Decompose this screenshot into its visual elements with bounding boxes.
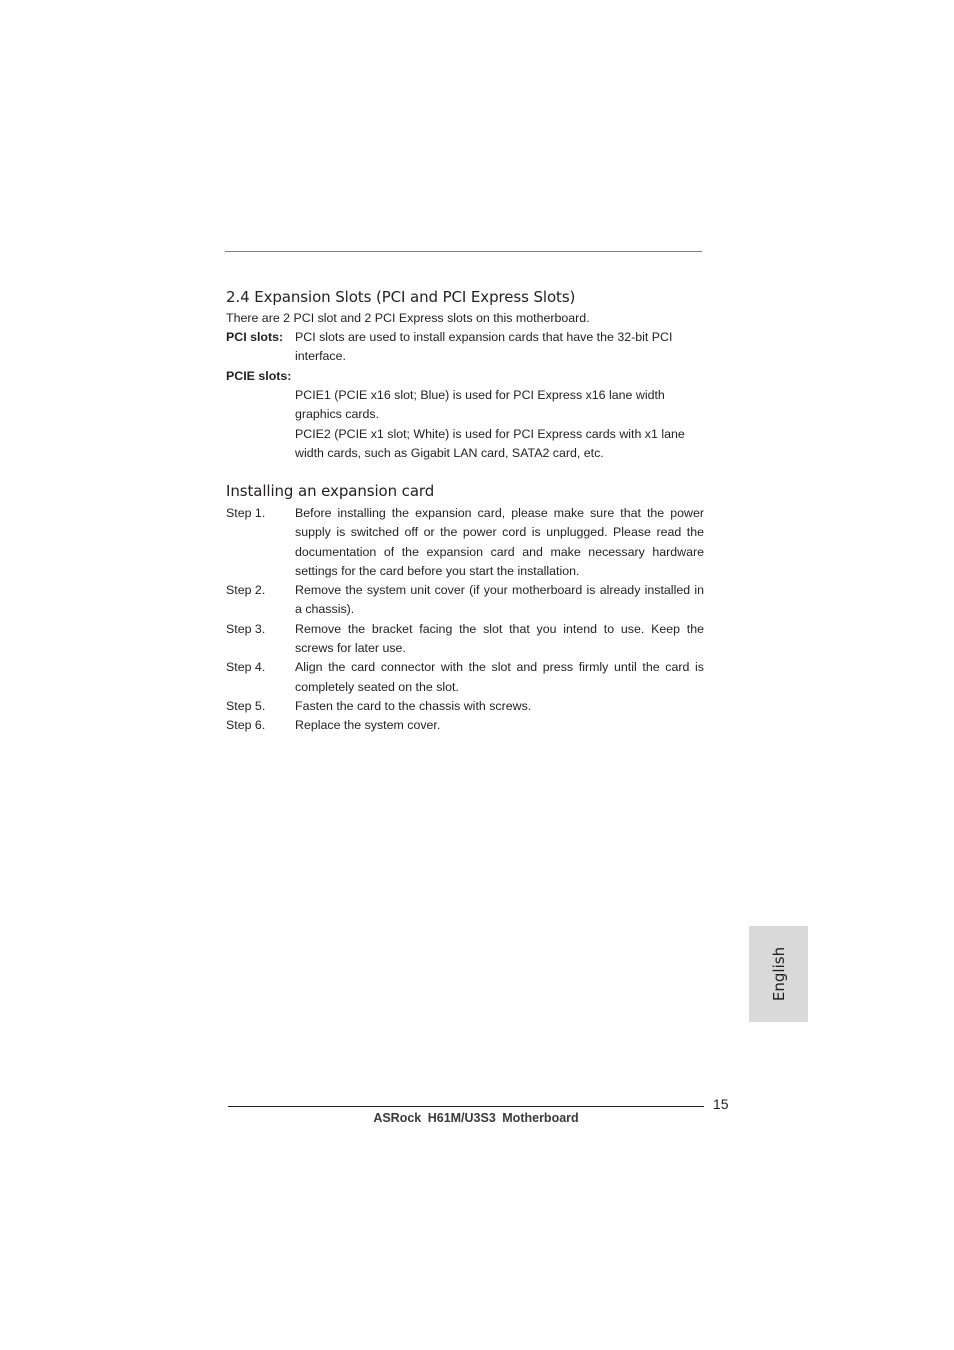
list-item xyxy=(226,697,704,716)
top-divider xyxy=(225,251,702,252)
step-text: Fasten the card to the chassis with screws. xyxy=(295,698,532,713)
install-title: Installing an expansion card xyxy=(226,482,435,500)
step-text: Remove the bracket facing the slot that you intend to use. Keep the screws for later use. xyxy=(295,621,704,656)
step-number: Step 5. xyxy=(226,698,266,713)
list-item xyxy=(226,581,704,620)
list-item xyxy=(226,658,704,697)
step-text: Before installing the expansion card, please make sure that the power supply is switched off or the power cord is unplugged. Please read the documentation of the expansion card and make necessary hardware settings for the card before you start the installation. xyxy=(295,506,704,578)
pcie-slots-description xyxy=(295,386,706,463)
pcie-slots-term: PCIE slots: xyxy=(226,369,292,383)
pci-slots-description: PCI slots are used to install expansion cards that have the 32-bit PCI interface. xyxy=(295,330,673,364)
step-text: Align the card connector with the slot and press firmly until the card is completely seated on the slot. xyxy=(295,660,704,694)
section-title: 2.4 Expansion Slots (PCI and PCI Express Slots) xyxy=(226,288,576,306)
list-item xyxy=(226,716,704,735)
footer-title: ASRock H61M/U3S3 Motherboard xyxy=(373,1111,579,1125)
page-number: 15 xyxy=(713,1096,729,1112)
list-item xyxy=(226,504,704,581)
step-number: Step 2. xyxy=(226,583,266,598)
step-number: Step 6. xyxy=(226,718,266,733)
install-steps-list xyxy=(226,504,704,736)
list-item xyxy=(226,620,704,659)
step-number: Step 1. xyxy=(226,506,266,520)
step-text: Replace the system cover. xyxy=(295,718,441,733)
language-tab xyxy=(749,926,808,1022)
footer-divider xyxy=(228,1106,704,1107)
intro-paragraph: There are 2 PCI slot and 2 PCI Express slots on this motherboard. xyxy=(226,311,590,325)
step-text: Remove the system unit cover (if your motherboard is already installed in a chassis). xyxy=(295,583,704,617)
pci-slots-term: PCI slots: xyxy=(226,330,284,344)
pci-slots-definition xyxy=(226,328,706,367)
step-number: Step 4. xyxy=(226,660,266,675)
step-number: Step 3. xyxy=(226,621,266,636)
pcie1-description: PCIE1 (PCIE x16 slot; Blue) is used for PCI Express x16 lane width graphics cards. xyxy=(295,388,665,422)
language-tab-label: English xyxy=(769,946,788,1002)
pcie2-description: PCIE2 (PCIE x1 slot; White) is used for PCI Express cards with x1 lane width cards, such as Gigabit LAN card, SATA2 card, etc. xyxy=(295,426,685,460)
